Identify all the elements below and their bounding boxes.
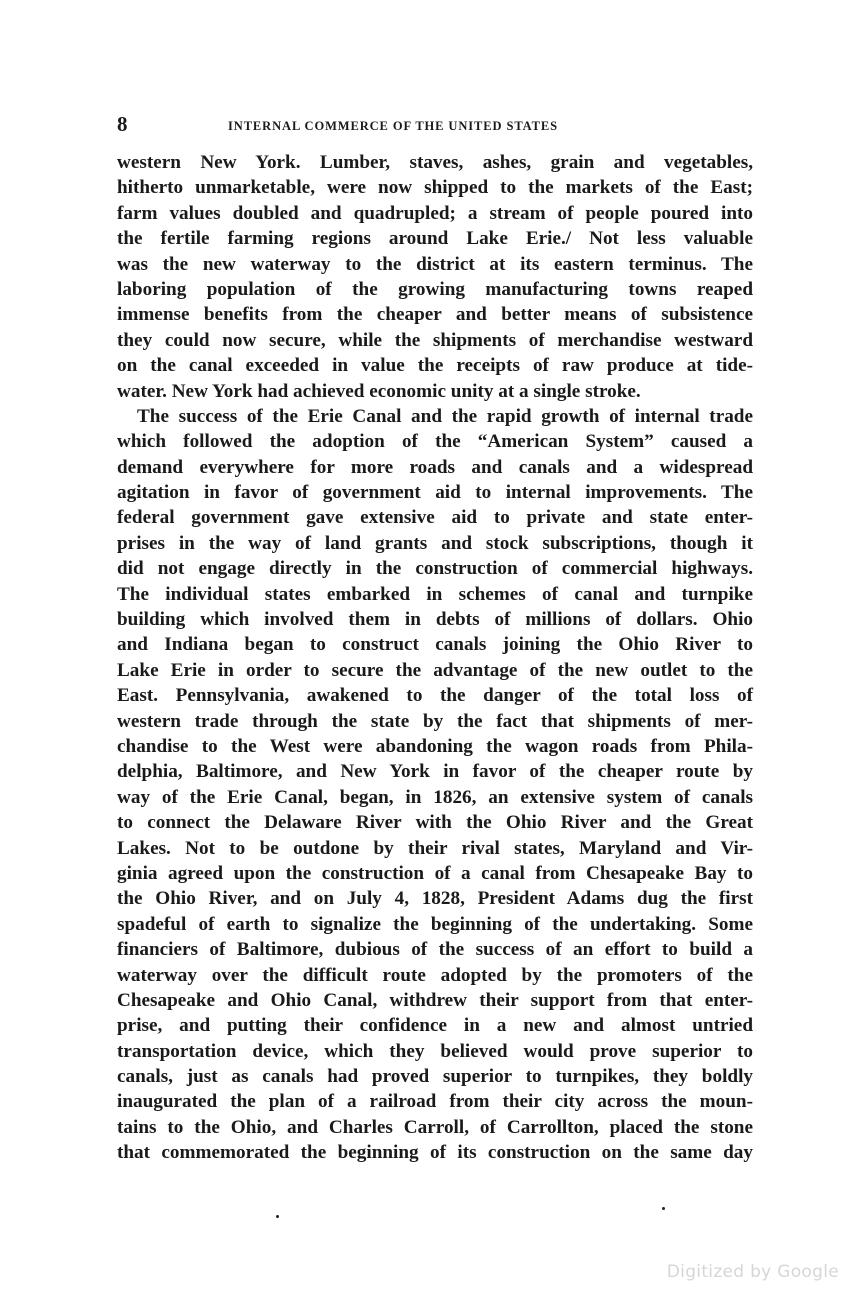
text-line: The individual states embarked in schemes of canal and turnpike: [117, 583, 753, 605]
text-line: Lake Erie in order to secure the advantage of the new outlet to the: [117, 659, 753, 681]
paragraph-2: [117, 404, 753, 1166]
text-line: farm values doubled and quadrupled; a stream of people poured into: [117, 202, 753, 224]
body-text: [117, 150, 753, 1166]
text-line: that commemorated the beginning of its construction on the same day: [117, 1142, 753, 1164]
text-line: federal government gave extensive aid to private and state enter-: [117, 507, 753, 529]
text-line: financiers of Baltimore, dubious of the success of an effort to build a: [117, 939, 753, 961]
text-line: prise, and putting their confidence in a new and almost untried: [117, 1015, 753, 1037]
text-line: water. New York had achieved economic unity at a single stroke.: [117, 380, 641, 402]
text-line: ginia agreed upon the construction of a canal from Chesapeake Bay to: [117, 862, 753, 884]
text-line: way of the Erie Canal, began, in 1826, an extensive system of canals: [117, 786, 753, 808]
running-head: INTERNAL COMMERCE OF THE UNITED STATES: [228, 119, 558, 133]
text-line: East. Pennsylvania, awakened to the danger of the total loss of: [117, 685, 753, 707]
text-line: western trade through the state by the fact that shipments of mer-: [117, 710, 753, 732]
text-line: Lakes. Not to be outdone by their rival states, Maryland and Vir-: [117, 837, 753, 859]
text-line: canals, just as canals had proved superior to turnpikes, they boldly: [117, 1066, 753, 1088]
text-line: and Indiana began to construct canals joining the Ohio River to: [117, 634, 753, 656]
text-line: tains to the Ohio, and Charles Carroll, of Carrollton, placed the stone: [117, 1116, 753, 1138]
text-line: was the new waterway to the district at its eastern terminus. The: [117, 253, 753, 275]
text-line: building which involved them in debts of millions of dollars. Ohio: [117, 609, 753, 631]
text-line: delphia, Baltimore, and New York in favor of the cheaper route by: [117, 761, 753, 783]
text-line: transportation device, which they believed would prove superior to: [117, 1040, 753, 1062]
text-line: The success of the Erie Canal and the rapid growth of internal trade: [137, 405, 753, 427]
text-line: western New York. Lumber, staves, ashes, grain and vegetables,: [117, 152, 753, 173]
text-line: spadeful of earth to signalize the beginning of the undertaking. Some: [117, 913, 753, 935]
text-line: the fertile farming regions around Lake Erie./ Not less valuable: [117, 228, 753, 250]
text-line: did not engage directly in the construction of commercial highways.: [117, 558, 753, 580]
text-line: hitherto unmarketable, were now shipped to the markets of the East;: [117, 177, 753, 199]
text-line: laboring population of the growing manufacturing towns reaped: [117, 278, 753, 300]
text-line: to connect the Delaware River with the Ohio River and the Great: [117, 812, 753, 834]
scan-speck: [276, 1215, 279, 1218]
text-line: agitation in favor of government aid to internal improvements. The: [117, 482, 753, 504]
text-line: which followed the adoption of the “American System” caused a: [117, 431, 753, 453]
text-line: demand everywhere for more roads and canals and a widespread: [117, 456, 753, 478]
text-line: waterway over the difficult route adopted by the promoters of the: [117, 964, 753, 986]
page-number: 8: [117, 112, 128, 136]
digitizer-watermark: Digitized by Google: [666, 1262, 839, 1282]
text-line: on the canal exceeded in value the receipts of raw produce at tide-: [117, 355, 753, 377]
text-line: the Ohio River, and on July 4, 1828, President Adams dug the first: [117, 888, 753, 910]
paragraph-1: [117, 150, 753, 404]
text-line: Chesapeake and Ohio Canal, withdrew their support from that enter-: [117, 989, 753, 1011]
text-line: inaugurated the plan of a railroad from their city across the moun-: [117, 1091, 753, 1113]
text-line: prises in the way of land grants and stock subscriptions, though it: [117, 532, 753, 554]
scan-speck: [662, 1207, 665, 1210]
text-line: they could now secure, while the shipments of merchandise westward: [117, 329, 753, 351]
text-line: chandise to the West were abandoning the wagon roads from Phila-: [117, 735, 753, 757]
text-line: immense benefits from the cheaper and better means of subsistence: [117, 304, 753, 326]
